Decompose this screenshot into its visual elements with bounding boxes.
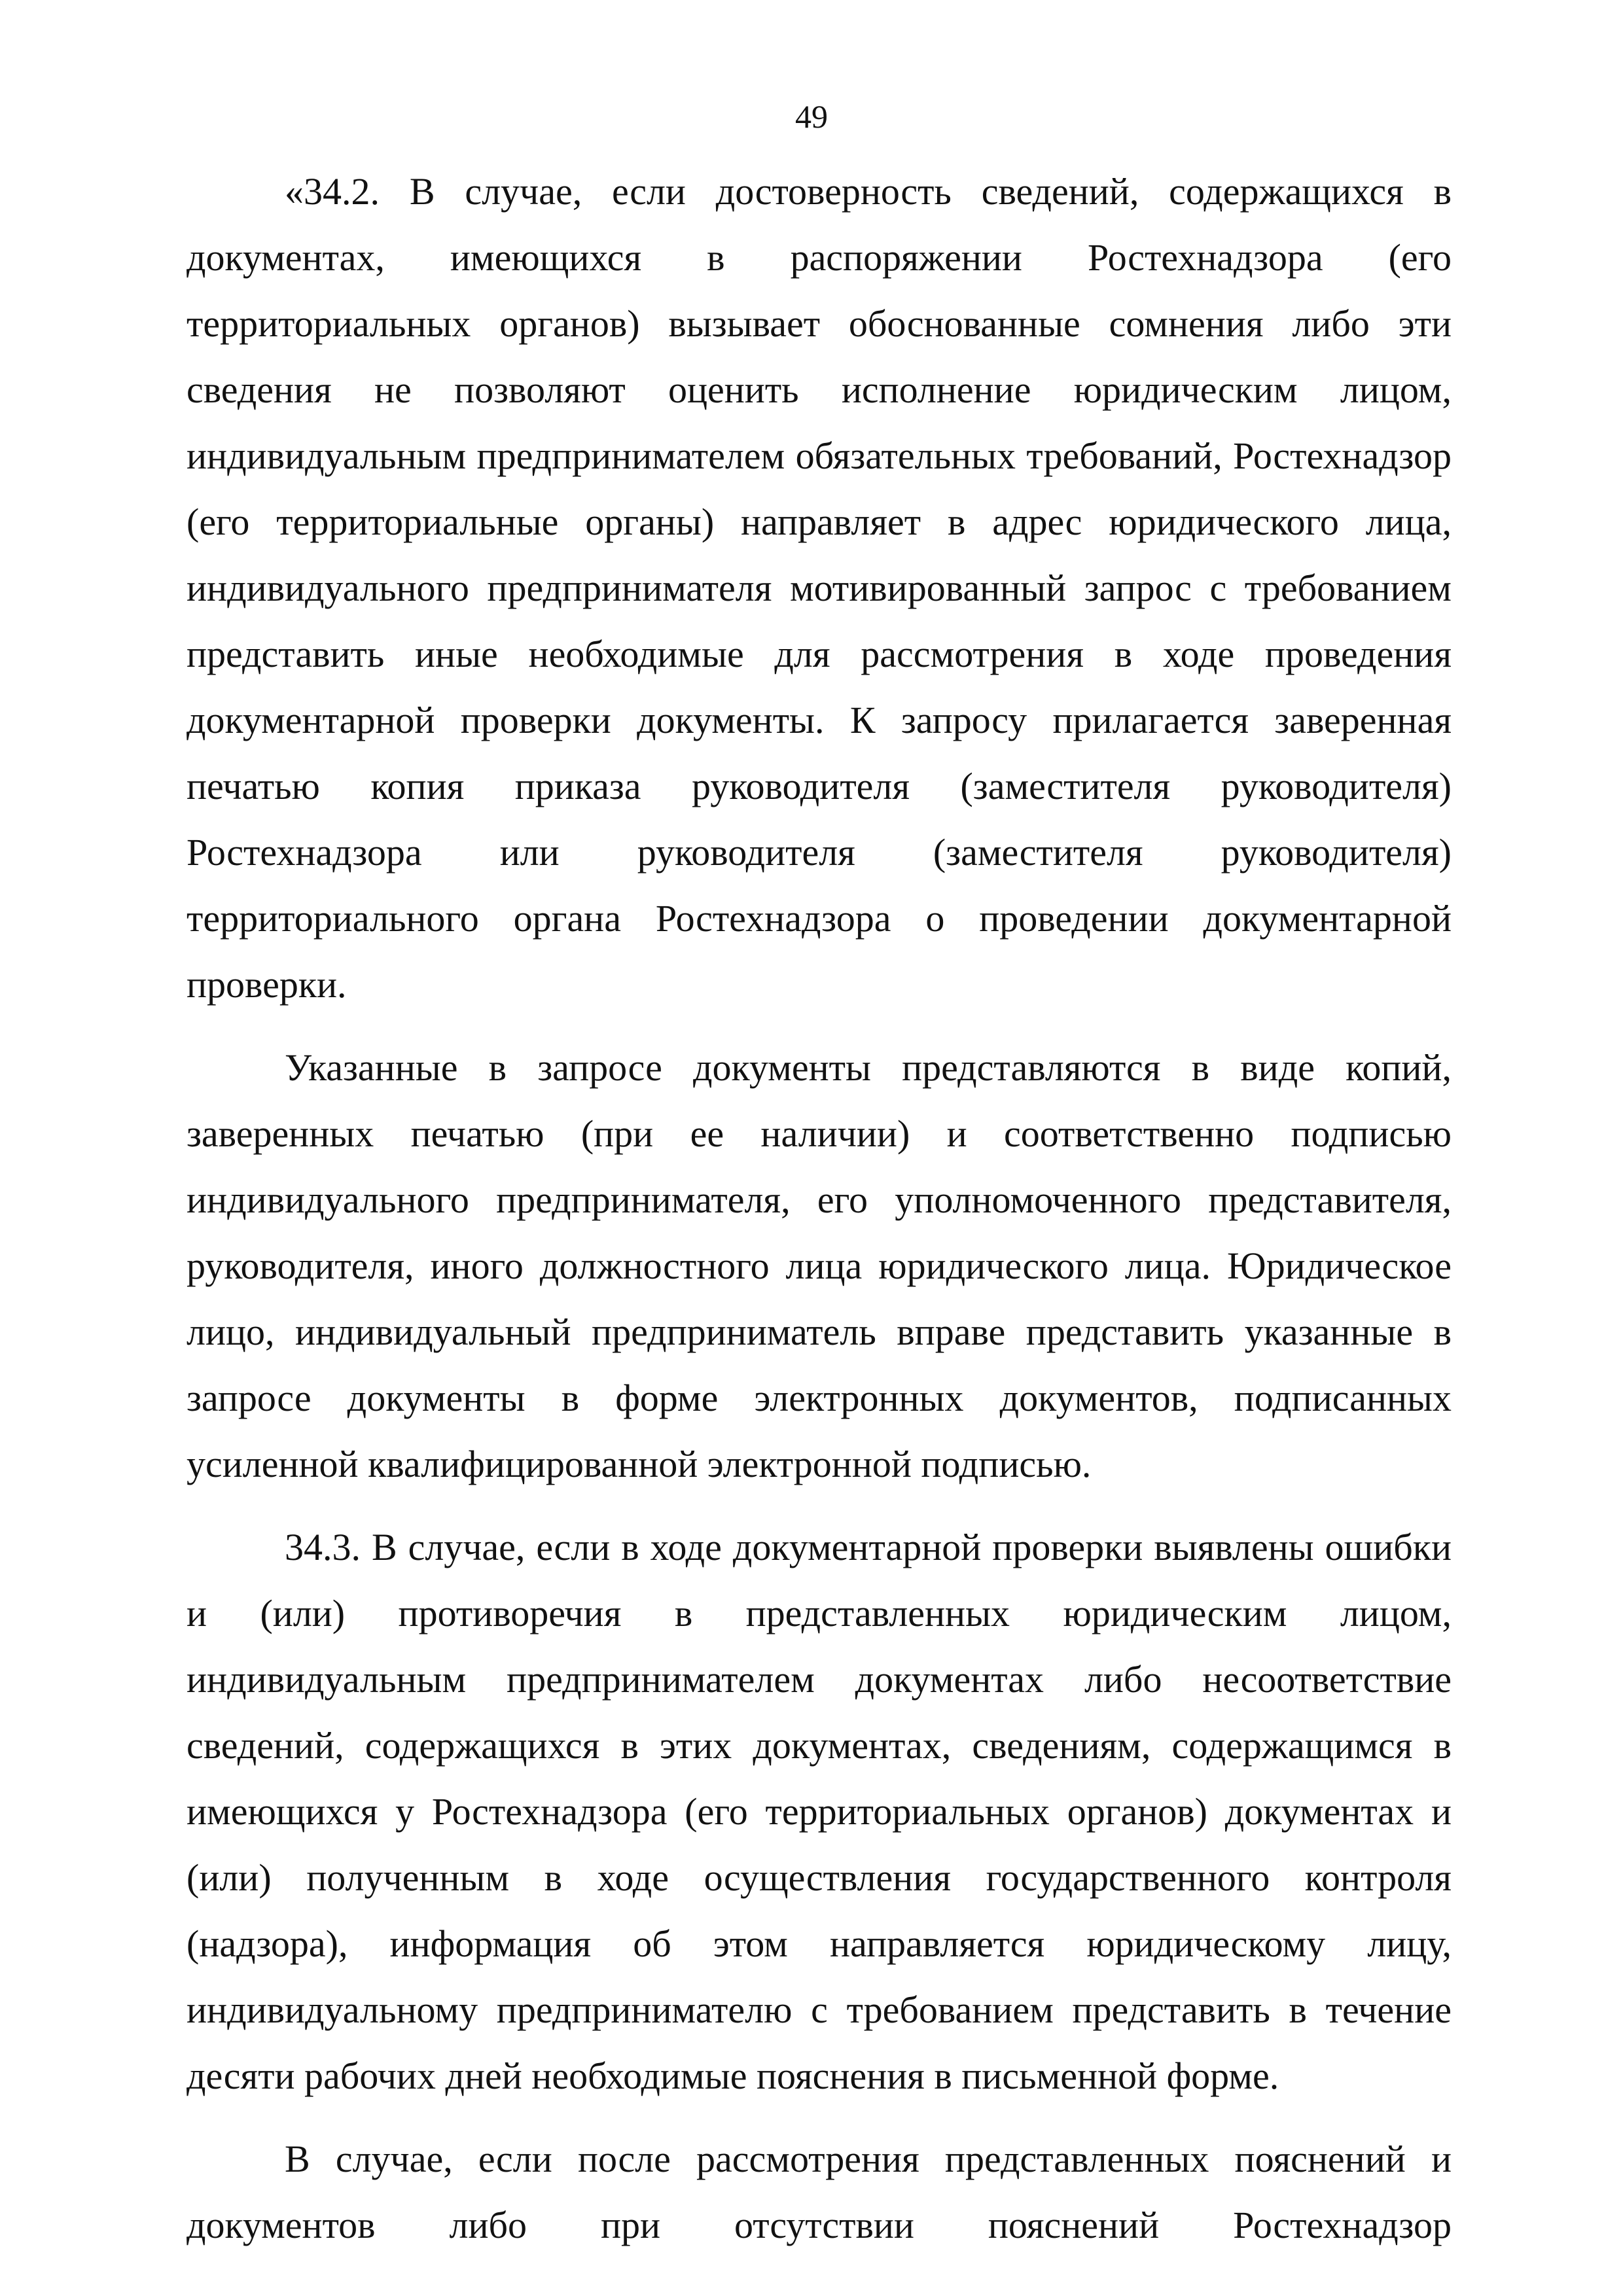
paragraph-34-2: «34.2. В случае, если достоверность сведений, содержащихся в документах, имеющихся в распоряжении Ростехнадзора (его территориальных органов) вызывает обоснованные сомнения либо эти сведения не позволяют оценить исполнение юридическим лицом, индивидуальным предпринимателем обязательных требований, Ростехнадзор (его территориальные органы) направляет в адрес юридического лица, индивидуального предпринимателя мотивированный запрос с требованием представить иные необходимые для рассмотрения в ходе проведения документарной проверки документы. К запросу прилагается заверенная печатью копия приказа руководителя (заместителя руководителя) Ростехнадзора или руководителя (заместителя руководителя) территориального органа Ростехнадзора о проведении документарной проверки. (187, 170, 1452, 1006)
paragraph-after-review: В случае, если после рассмотрения представленных пояснений и документов либо при отсутствии пояснений Ростехнадзор (187, 2138, 1452, 2246)
paragraph-34-3: 34.3. В случае, если в ходе документарной проверки выявлены ошибки и (или) противоречия в представленных юридическим лицом, индивидуальным предпринимателем документах либо несоответствие сведений, содержащихся в этих документах, сведениям, содержащимся в имеющихся у Ростехнадзора (его территориальных органов) документах и (или) полученным в ходе осуществления государственного контроля (надзора), информация об этом направляется юридическому лицу, индивидуальному предпринимателю с требованием представить в течение десяти рабочих дней необходимые пояснения в письменной форме. (187, 1526, 1452, 2097)
paragraph-documents-copies: Указанные в запросе документы представляются в виде копий, заверенных печатью (при ее наличии) и соответственно подписью индивидуального предпринимателя, его уполномоченного представителя, руководителя, иного должностного лица юридического лица. Юридическое лицо, индивидуальный предприниматель вправе представить указанные в запросе документы в форме электронных документов, подписанных усиленной квалифицированной электронной подписью. (187, 1046, 1452, 1485)
document-body (187, 158, 1452, 2258)
page-number: 49 (795, 98, 828, 135)
